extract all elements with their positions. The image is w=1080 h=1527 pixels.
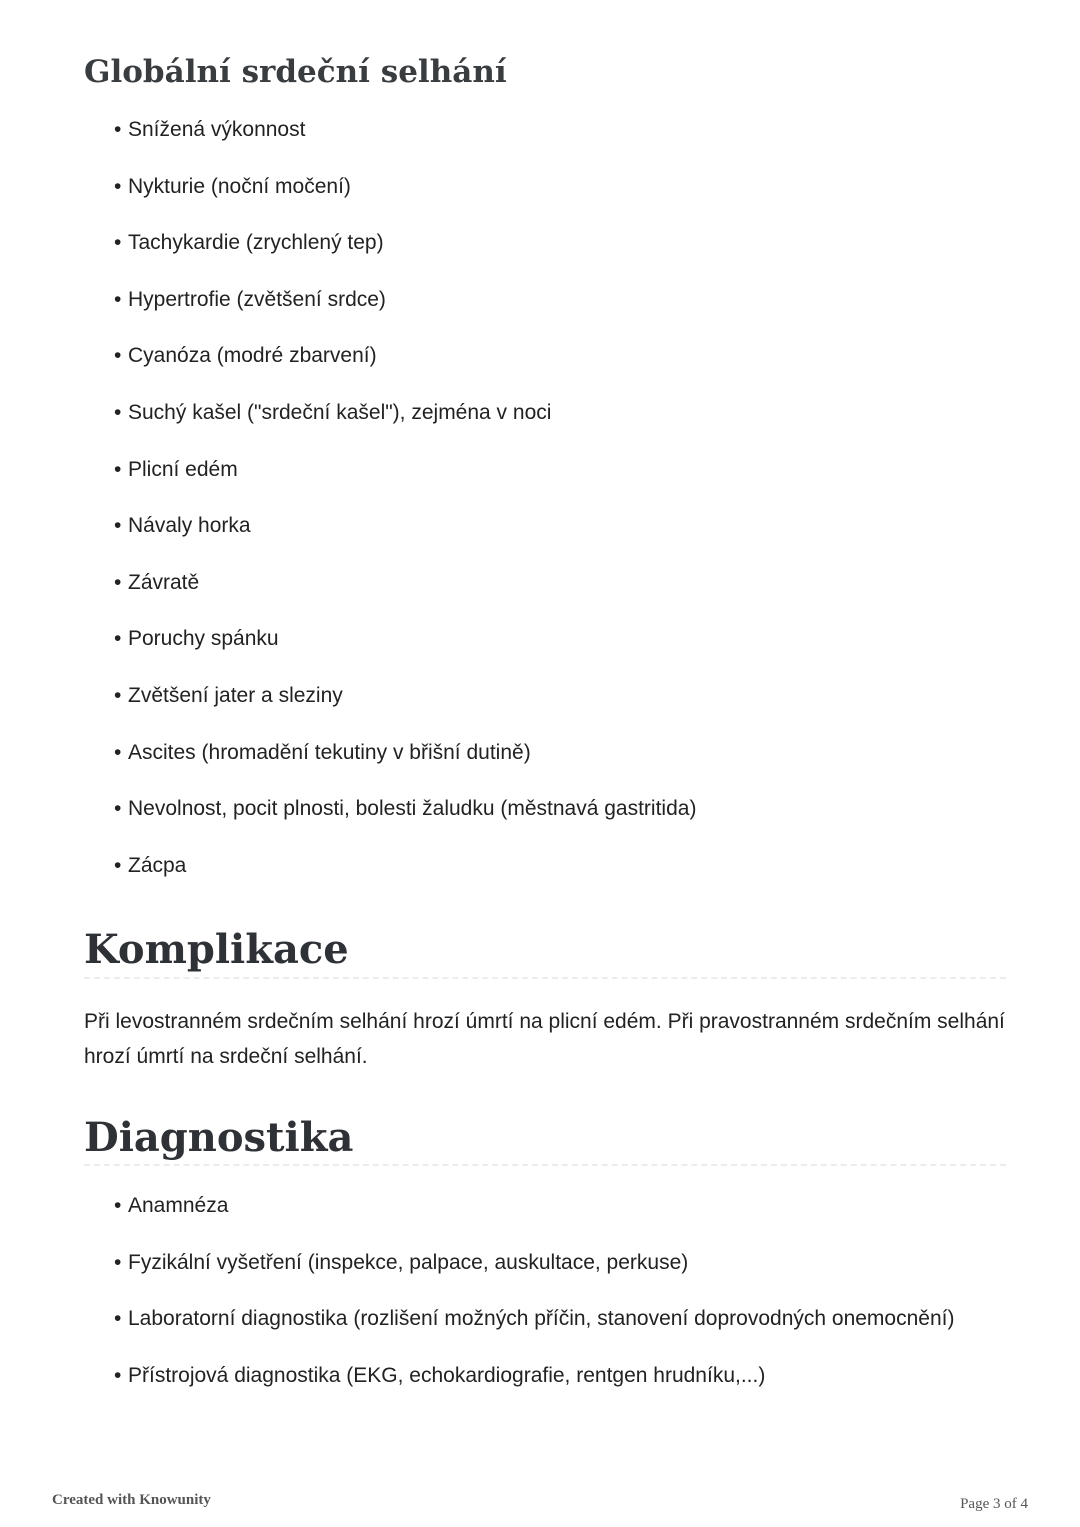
bullet-icon: • <box>114 683 122 707</box>
list-item: • Plicní edém <box>114 457 238 481</box>
bullet-icon: • <box>114 797 122 821</box>
list-item: • Ascites (hromadění tekutiny v břišní dutině) <box>114 740 531 764</box>
bullet-icon: • <box>114 457 122 481</box>
list-item: • Nevolnost, pocit plnosti, bolesti žaludku (městnavá gastritida) <box>114 797 697 821</box>
bullet-icon: • <box>114 740 122 764</box>
komplikace-paragraph: Při levostranném srdečním selhání hrozí úmrtí na plicní edém. Při pravostranném srdečním selhání hrozí úmrtí na srdeční selhání. <box>84 1010 1005 1068</box>
list-item: • Cyanóza (modré zbarvení) <box>114 344 377 368</box>
bullet-icon: • <box>114 174 122 198</box>
bullet-icon: • <box>114 514 122 538</box>
bullet-icon: • <box>114 627 122 651</box>
bullet-icon: • <box>114 1250 122 1274</box>
symptom-list <box>114 117 696 909</box>
list-item: • Závratě <box>114 570 200 594</box>
bullet-icon: • <box>114 400 122 424</box>
footer-created-with: Created with Knowunity <box>52 1492 211 1508</box>
bullet-icon: • <box>114 231 122 255</box>
list-item: • Fyzikální vyšetření (inspekce, palpace, auskultace, perkuse) <box>114 1250 689 1274</box>
bullet-icon: • <box>114 853 122 877</box>
list-item: • Návaly horka <box>114 514 251 538</box>
list-item: • Zvětšení jater a sleziny <box>114 683 343 707</box>
section-title-diagnostika: Diagnostika <box>84 1114 354 1161</box>
bullet-icon: • <box>114 1307 122 1331</box>
bullet-icon: • <box>114 570 122 594</box>
bullet-icon: • <box>114 118 122 141</box>
list-item: • Anamnéza <box>114 1194 229 1217</box>
heading-divider <box>84 1164 1006 1166</box>
list-item: • Tachykardie (zrychlený tep) <box>114 231 384 255</box>
list-item: • Nykturie (noční močení) <box>114 174 351 198</box>
footer-page-number: Page 3 of 4 <box>960 1496 1028 1512</box>
bullet-icon: • <box>114 344 122 368</box>
list-item: • Zácpa <box>114 853 187 877</box>
list-item: • Laboratorní diagnostika (rozlišení možných příčin, stanovení doprovodných onemocnění) <box>114 1307 955 1331</box>
bullet-icon: • <box>114 1363 122 1387</box>
section-title-global: Globální srdeční selhání <box>84 54 507 90</box>
list-item: • Hypertrofie (zvětšení srdce) <box>114 287 386 311</box>
list-item: • Poruchy spánku <box>114 627 279 651</box>
diagnostics-list <box>114 1193 954 1419</box>
heading-divider <box>84 977 1006 979</box>
list-item: • Přístrojová diagnostika (EKG, echokardiografie, rentgen hrudníku,...) <box>114 1363 766 1387</box>
section-title-komplikace: Komplikace <box>84 926 349 973</box>
list-item: • Snížená výkonnost <box>114 118 306 141</box>
bullet-icon: • <box>114 1194 122 1217</box>
list-item: • Suchý kašel ("srdeční kašel"), zejména v noci <box>114 400 552 424</box>
bullet-icon: • <box>114 287 122 311</box>
